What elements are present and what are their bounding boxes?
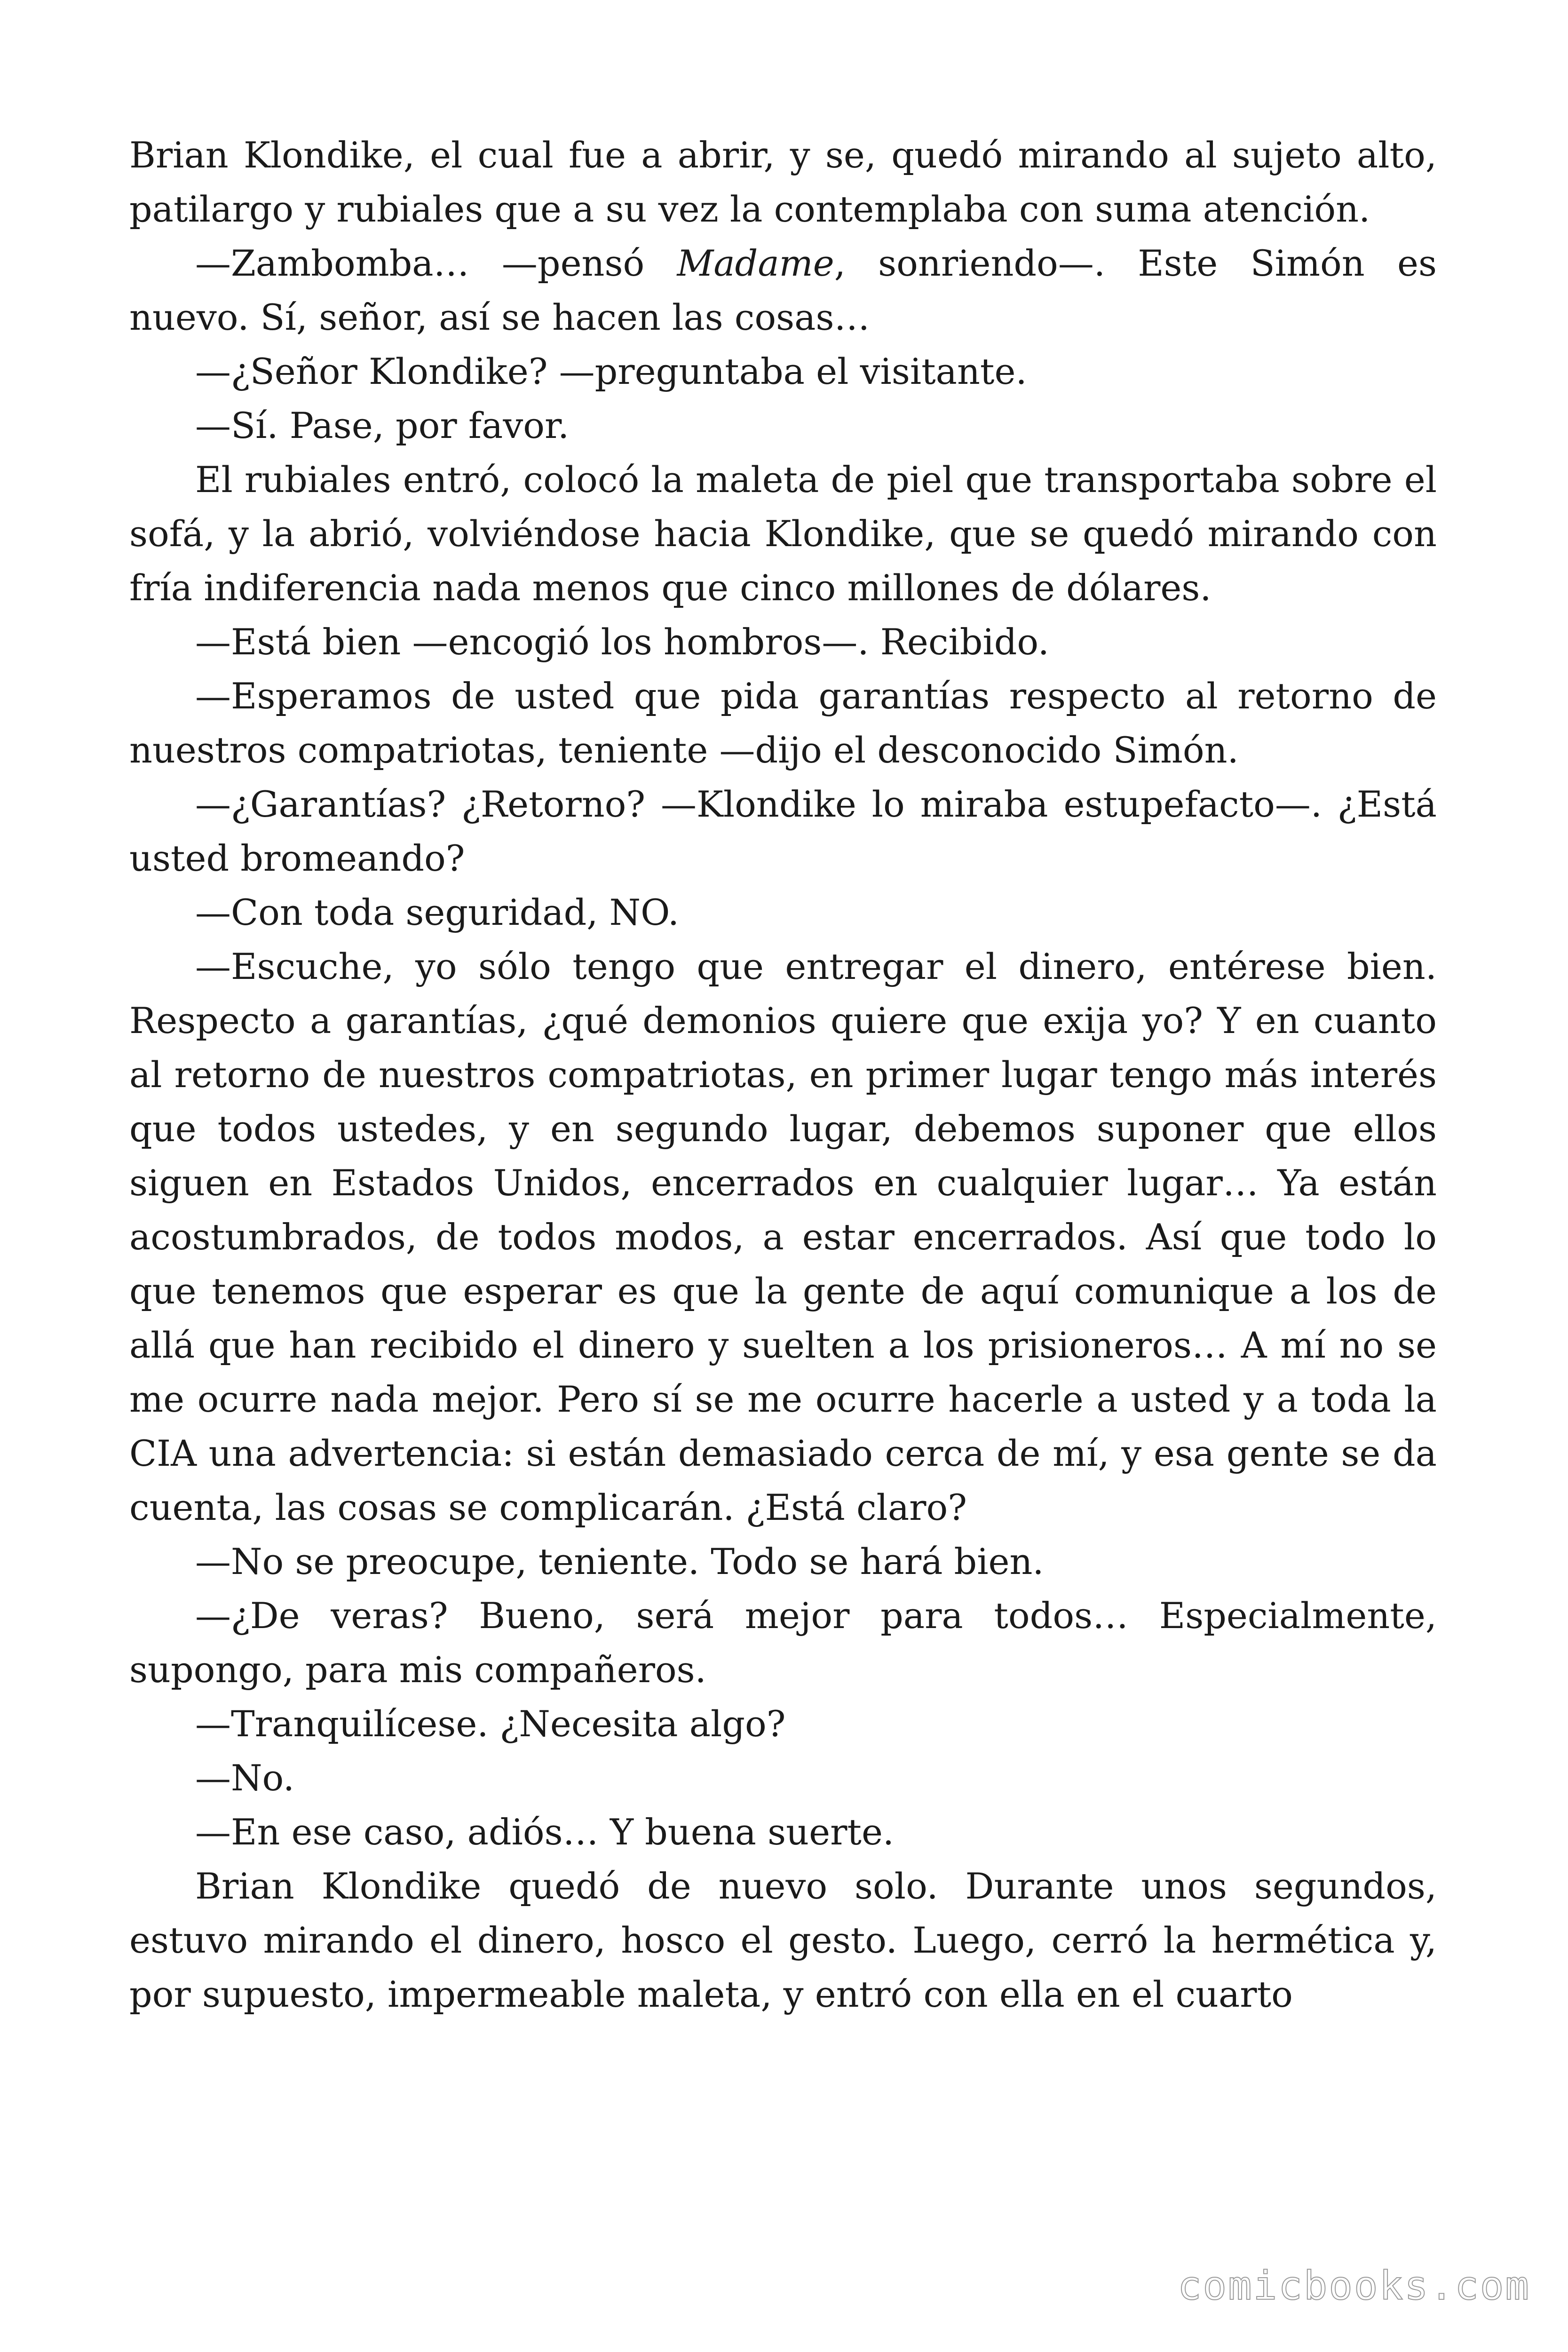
- paragraph-2: [129, 236, 1437, 344]
- paragraph-1: Brian Klondike, el cual fue a abrir, y se, quedó mirando al sujeto alto, patilargo y rubiales que a su vez la contemplaba con suma atención.: [129, 134, 1437, 230]
- paragraph-2-after: , sonriendo—. Este Simón es nuevo. Sí, señor, así se hacen las cosas…: [129, 242, 1437, 338]
- paragraph-4: —Sí. Pase, por favor.: [195, 405, 570, 446]
- paragraph-9: —Con toda seguridad, NO.: [195, 891, 680, 933]
- paragraph-15: —En ese caso, adiós… Y buena suerte.: [195, 1811, 895, 1853]
- page-body: [129, 128, 1437, 2021]
- paragraph-12: —¿De veras? Bueno, será mejor para todos… Especialmente, supongo, para mis compañeros.: [129, 1595, 1437, 1691]
- paragraph-6: —Está bien —encogió los hombros—. Recibido.: [195, 621, 1049, 663]
- paragraph-8: —¿Garantías? ¿Retorno? —Klondike lo miraba estupefacto—. ¿Está usted bromeando?: [129, 783, 1437, 879]
- paragraph-13: —Tranquilícese. ¿Necesita algo?: [195, 1703, 786, 1745]
- paragraph-16: Brian Klondike quedó de nuevo solo. Durante unos segundos, estuvo mirando el dinero, hosco el gesto. Luego, cerró la hermética y, por supuesto, impermeable maleta, y entró con ella en el cuarto: [129, 1865, 1437, 2015]
- paragraph-11: —No se preocupe, teniente. Todo se hará bien.: [195, 1541, 1044, 1582]
- paragraph-10: —Escuche, yo sólo tengo que entregar el dinero, entérese bien. Respecto a garantías, ¿qué demonios quiere que exija yo? Y en cuanto al retorno de nuestros compatriotas, en primer lugar tengo más interés que todos ustedes, y en segundo lugar, debemos suponer que ellos siguen en Estados Unidos, encerrados en cualquier lugar… Ya están acostumbrados, de todos modos, a estar encerrados. Así que todo lo que tenemos que esperar es que la gente de aquí comunique a los de allá que han recibido el dinero y suelten a los prisioneros… A mí no se me ocurre nada mejor. Pero sí se me ocurre hacerle a usted y a toda la CIA una advertencia: si están demasiado cerca de mí, y esa gente se da cuenta, las cosas se complicarán. ¿Está claro?: [129, 946, 1437, 1528]
- paragraph-3: —¿Señor Klondike? —preguntaba el visitante.: [195, 350, 1027, 392]
- paragraph-14: —No.: [195, 1757, 295, 1799]
- watermark: comicbooks.com: [1177, 2263, 1530, 2309]
- paragraph-5: El rubiales entró, colocó la maleta de piel que transportaba sobre el sofá, y la abrió, volviéndose hacia Klondike, que se quedó mirando con fría indiferencia nada menos que cinco millones de dólares.: [129, 459, 1437, 609]
- paragraph-7: —Esperamos de usted que pida garantías respecto al retorno de nuestros compatriotas, teniente —dijo el desconocido Simón.: [129, 675, 1437, 771]
- paragraph-2-italic: Madame: [677, 242, 834, 284]
- paragraph-2-before: —Zambomba… —pensó: [195, 242, 677, 284]
